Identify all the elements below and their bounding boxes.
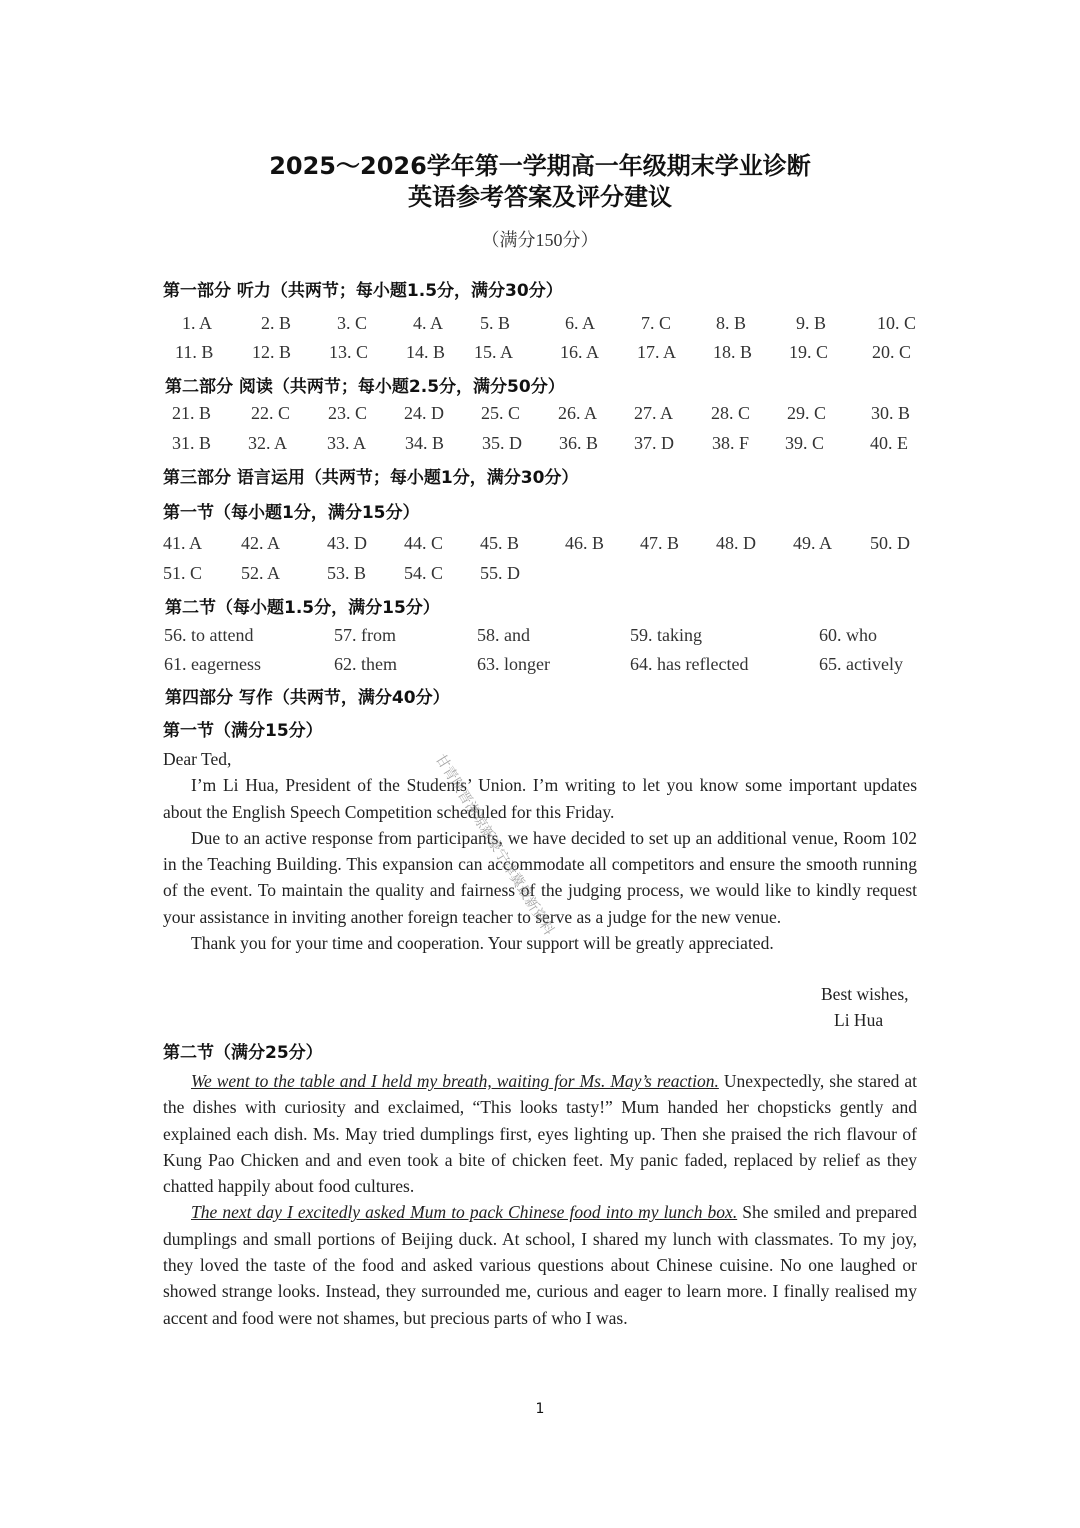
story-paragraph-text: Unexpectedly, she stared at the dishes with curiosity and exclaimed, “This looks tasty!” Mum handed her chopsticks gently and explained each dish. Ms. May tried dumplings first, eyes lighting up. Then she praised the rich flavour of Kung Pao Chicken and and even took a bite of chicken feet. My panic faded, replaced by relief as they chatted happily about food cultures. <box>163 1071 917 1197</box>
answer-item: 35. D <box>482 433 522 453</box>
answer-item: 64. has reflected <box>630 654 749 674</box>
answer-item: 44. C <box>404 533 444 553</box>
answer-item: 1. A <box>182 313 213 333</box>
answer-item: 8. B <box>716 313 747 333</box>
letter-closing: Best wishes, <box>821 984 909 1004</box>
answer-item: 32. A <box>248 433 288 453</box>
answer-item: 5. B <box>480 313 511 333</box>
answer-item: 29. C <box>787 403 827 423</box>
watermark: 甘青陕晋浙琼新豪宁津冀最新资料 <box>431 751 557 939</box>
answer-item: 23. C <box>328 403 368 423</box>
story-paragraph <box>163 1199 917 1330</box>
story-paragraph-text: She smiled and prepared dumplings and small portions of Beijing duck. At school, I shared my lunch with classmates. To my joy, they loved the taste of the food and asked various questions about Chinese cuisine. No one laughed or showed strange looks. Instead, they surrounded me, curious and eager to learn more. I finally realised my accent and food were not shames, but precious parts of who I was. <box>163 1202 918 1328</box>
answer-item: 42. A <box>241 533 281 553</box>
answer-item: 48. D <box>716 533 756 553</box>
answer-item: 49. A <box>793 533 833 553</box>
letter-paragraph: Due to an active response from participants, we have decided to set up an additional venue, Room 102 in the Teaching Building. This expansion can accommodate all competitors and ensure the smooth running of the event. To maintain the quality and fairness of the judging process, we would like to kindly request your assistance in inviting another foreign teacher to serve as a judge for the new venue. <box>163 827 917 927</box>
answer-item: 41. A <box>163 533 203 553</box>
letter-paragraph: Thank you for your time and cooperation. Your support will be greatly appreciated. <box>191 933 774 954</box>
part2-heading: 第二部分 阅读（共两节；每小题2.5分，满分50分） <box>165 377 565 397</box>
answer-item: 45. B <box>480 533 520 553</box>
answer-item: 37. D <box>634 433 674 453</box>
answer-item: 18. B <box>713 342 753 362</box>
answer-item: 31. B <box>172 433 212 453</box>
letter-paragraph: I’m Li Hua, President of the Students’ Union. I’m writing to let you know some important updates about the English Speech Competition scheduled for this Friday. <box>163 775 917 822</box>
answer-item: 24. D <box>404 403 444 423</box>
answer-item: 22. C <box>251 403 291 423</box>
answer-item: 63. longer <box>477 654 550 674</box>
part4-section1-heading: 第一节（满分15分） <box>163 721 323 741</box>
answer-item: 6. A <box>565 313 596 333</box>
answer-item: 21. B <box>172 403 212 423</box>
answer-item: 11. B <box>175 342 214 362</box>
story-paragraph-lead-sentence: The next day I excitedly asked Mum to pack Chinese food into my lunch box. <box>191 1202 738 1223</box>
answer-item: 60. who <box>819 625 877 645</box>
answer-item: 7. C <box>641 313 672 333</box>
part4-heading: 第四部分 写作（共两节，满分40分） <box>165 688 450 708</box>
document-subtitle-title: 英语参考答案及评分建议 <box>408 183 672 211</box>
answer-item: 19. C <box>789 342 829 362</box>
answer-item: 57. from <box>334 625 396 645</box>
page-number: 1 <box>535 1401 545 1417</box>
answer-item: 14. B <box>406 342 446 362</box>
answer-item: 38. F <box>712 433 750 453</box>
document-title: 2025～2026学年第一学期高一年级期末学业诊断 <box>269 152 811 180</box>
answer-item: 39. C <box>785 433 825 453</box>
answer-item: 17. A <box>637 342 677 362</box>
answer-item: 28. C <box>711 403 751 423</box>
letter-greeting: Dear Ted, <box>163 749 232 769</box>
answer-item: 4. A <box>413 313 444 333</box>
answer-item: 25. C <box>481 403 521 423</box>
answer-item: 51. C <box>163 563 203 583</box>
answer-item: 56. to attend <box>164 625 254 645</box>
part3-section2-heading: 第二节（每小题1.5分，满分15分） <box>165 598 440 618</box>
sample-story <box>163 1068 917 1331</box>
answer-item: 3. C <box>337 313 368 333</box>
answer-item: 27. A <box>634 403 674 423</box>
answer-item: 16. A <box>560 342 600 362</box>
answer-item: 36. B <box>559 433 599 453</box>
answer-item: 13. C <box>329 342 369 362</box>
answer-item: 20. C <box>872 342 912 362</box>
answer-item: 58. and <box>477 625 530 645</box>
answer-item: 2. B <box>261 313 292 333</box>
part3-section1-heading: 第一节（每小题1分，满分15分） <box>163 503 420 523</box>
answer-item: 53. B <box>327 563 367 583</box>
story-paragraph-lead-sentence: We went to the table and I held my breath, waiting for Ms. May’s reaction. <box>191 1071 719 1091</box>
answer-item: 52. A <box>241 563 281 583</box>
story-paragraph <box>163 1068 917 1199</box>
answer-item: 54. C <box>404 563 444 583</box>
answer-item: 30. B <box>871 403 911 423</box>
answer-item: 12. B <box>252 342 292 362</box>
full-score-note: （满分150分） <box>481 230 599 250</box>
answer-item: 34. B <box>405 433 445 453</box>
answer-item: 40. E <box>870 433 908 453</box>
answer-item: 43. D <box>327 533 367 553</box>
part4-section2-heading: 第二节（满分25分） <box>163 1043 323 1063</box>
letter-signature: Li Hua <box>834 1010 884 1030</box>
answer-item: 61. eagerness <box>164 654 261 674</box>
answer-item: 47. B <box>640 533 680 553</box>
answer-item: 46. B <box>565 533 605 553</box>
part1-heading: 第一部分 听力（共两节；每小题1.5分，满分30分） <box>163 281 563 301</box>
answer-item: 50. D <box>870 533 910 553</box>
answer-item: 26. A <box>558 403 598 423</box>
answer-item: 15. A <box>474 342 514 362</box>
answer-item: 65. actively <box>819 654 903 674</box>
answer-item: 9. B <box>796 313 827 333</box>
answer-item: 33. A <box>327 433 367 453</box>
answer-item: 59. taking <box>630 625 702 645</box>
answer-item: 10. C <box>877 313 917 333</box>
part3-heading: 第三部分 语言运用（共两节；每小题1分，满分30分） <box>163 468 579 488</box>
answer-item: 62. them <box>334 654 397 674</box>
answer-item: 55. D <box>480 563 520 583</box>
